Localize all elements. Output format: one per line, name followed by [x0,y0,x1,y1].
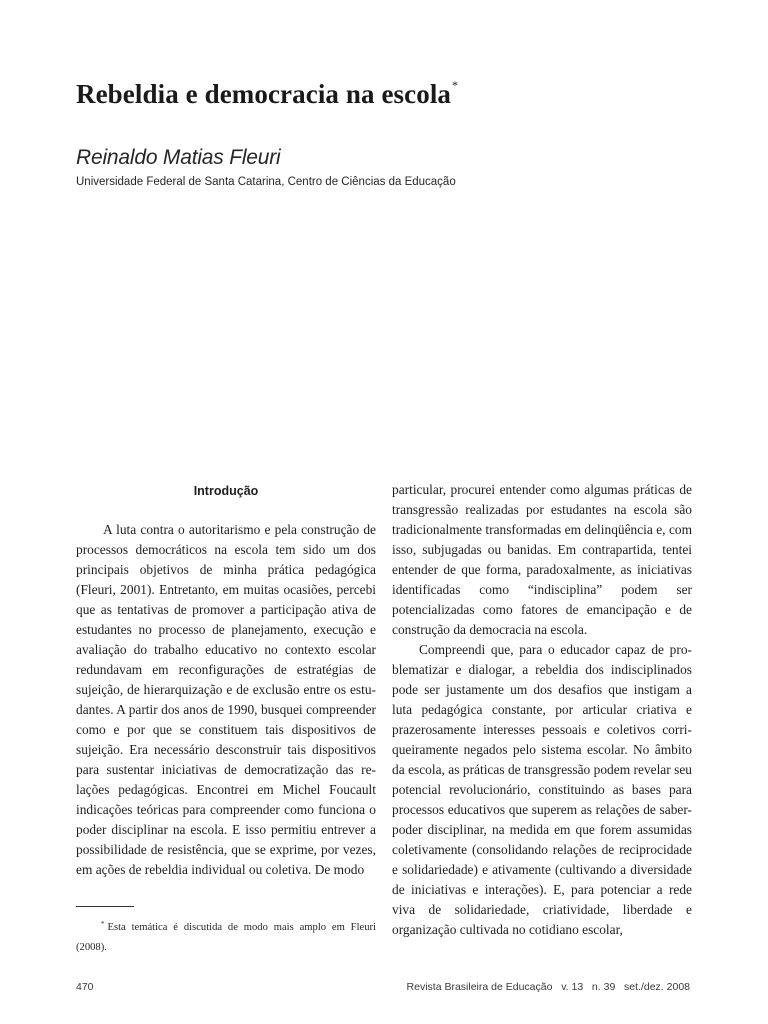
article-title-text: Rebeldia e democracia na escola [76,79,452,109]
author-affiliation: Universidade Federal de Santa Catarina, Centro de Ciências da Educação [76,176,456,188]
right-column [392,480,692,940]
journal-citation: Revista Brasileira de Educação v. 13 n. 39 set./dez. 2008 [406,981,690,993]
body-paragraph: particular, procurei entender como algumas práticas de transgressão realizadas por estudantes na escola são tradicionalmente transformadas em delinqüência e, com isso, subjugadas ou banidas. Em contrapartida, tentei entender de que forma, paradoxalmente, as iniciativas identificadas como “indisciplina” podem ser potencializadas como fatores de emancipação e de construção da democracia na escola. [392,482,692,637]
section-heading: Introdução [193,484,259,498]
title-footnote-marker: * [452,78,459,92]
body-paragraph: A luta contra o autoritarismo e pela construção de processos democráticos na escola tem sido um dos principais objetivos de minha prática pedagógica (Fleuri, 2001). Entretanto, em muitas ocasiões, percebi que as tentativas de promover a participação ativa de estudantes no processo de planejamento, execução e avaliação do trabalho educativo no contexto escolar redundavam em reconfigurações de estratégias de sujeição, de hierarquização e de exclusão entre os estudantes. A partir dos anos de 1990, busquei compreender como e por que se constituem tais dispositivos de sujeição. Era necessário desconstruir tais dispositivos para sustentar iniciativas de democratização das relações pedagógicas. Encontrei em Michel Foucault indicações teóricas para compreender como funciona o poder disciplinar na escola. E isso permitiu entrever a possibilidade de resistência, que se exprime, por vezes, em ações de rebeldia individual ou coletiva. De modo [76,522,376,877]
footnote-divider [76,906,134,907]
author-name: Reinaldo Matias Fleuri [76,146,281,169]
footnote [76,914,376,958]
footnote-marker: * [101,920,105,928]
footnote-text: Esta temática é discutida de modo mais amplo em Fleuri (2008). [76,922,376,953]
body-paragraph: Compreendi que, para o educador capaz de problematizar e dialogar, a rebeldia dos indisciplinados pode ser justamente um dos desafios que instigam a luta pedagógica constante, por articular criativa e prazerosamente interesses pessoais e coletivos corriqueiramente negados pelo sistema escolar. No âmbito da escola, as práticas de transgressão podem revelar seu potencial revolucionário, constituindo as bases para processos educativos que superem as relações de saber-poder disciplinar, na medida em que forem assumidas coletivamente (consolidando relações de reciprocidade e solidariedade) e ativamente (cultivando a diversidade de iniciativas e interações). E, para potenciar a rede viva de solidariedade, criatividade, liberdade e organização cultivada no cotidiano escolar, [392,642,692,937]
left-column [76,480,376,880]
article-title [76,78,458,110]
page-number: 470 [76,981,94,993]
